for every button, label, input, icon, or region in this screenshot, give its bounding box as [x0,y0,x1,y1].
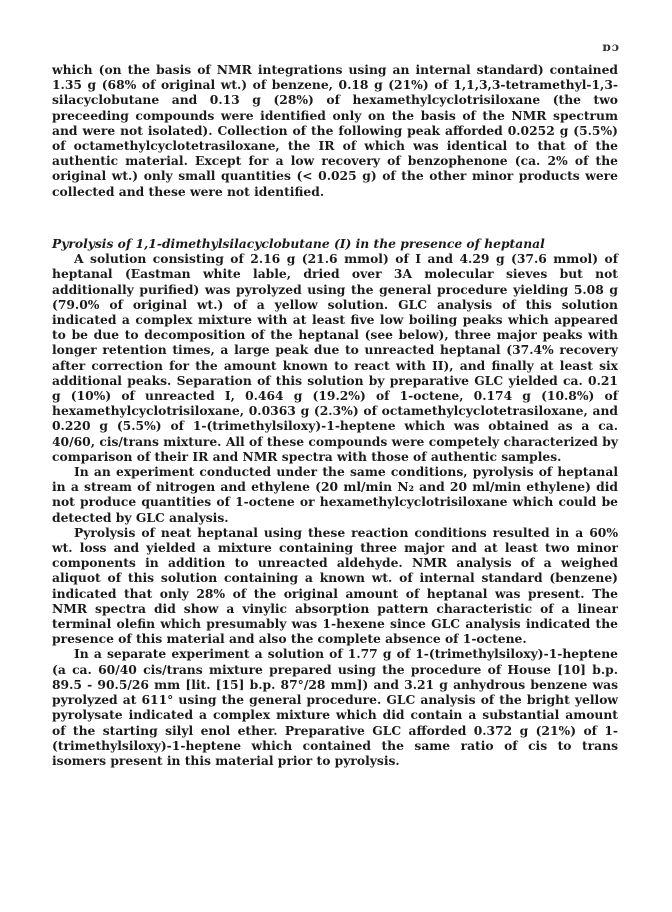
paragraph-silyl-enol-ether: In a separate experiment a solution of 1.77 g of 1-(trimethylsiloxy)-1-heptene (a ca. 60/40 cis/trans mixture prepared using the procedure of House [10] b.p. 89.5 - 90.5/26 mm [lit. [15] b.p. 87°/28 mm]) and 3.21 g anhydrous benzene was pyrolyzed at 611° using the general procedure. GLC analysis of the bright yellow pyrolysate indicated a complex mixture which did contain a substantial amount of the starting silyl enol ether. Preparative GLC afforded 0.372 g (21%) of 1-(trimethylsiloxy)-1-heptene which contained the same ratio of cis to trans isomers present in this material prior to pyrolysis. [52,646,618,768]
page-number: ɒɔ [602,40,620,54]
paragraph-neat-heptanal: Pyrolysis of neat heptanal using these reaction conditions resulted in a 60% wt. loss and yielded a mixture containing three major and at least two minor components in addition to unreacted aldehyde. NMR analysis of a weighed aliquot of this solution containing a known wt. of internal standard (benzene) indicated that only 28% of the original amount of heptanal was present. The NMR spectra did show a vinylic absorption pattern characteristic of a linear terminal olefin which presumably was 1-hexene since GLC analysis indicated the presence of this material and also the complete absence of 1-octene. [52,524,618,647]
section-pyrolysis-heptanal [52,236,618,768]
paragraph-solution: A solution consisting of 2.16 g (21.6 mmol) of I and 4.29 g (37.6 mmol) of heptanal (Eastman white lable, dried over 3A molecular sieves but not additionally purified) was pyrolyzed using the general procedure yielding 5.08 g (79.0% of original wt.) of a yellow solution. GLC analysis of this solution indicated a complex mixture with at least five low boiling peaks which appeared to be due to decomposition of the heptanal (see below), three major peaks with longer retention times, a large peak due to unreacted heptanal (37.4% recovery after correction for the amount known to react with II), and finally at least six additional peaks. Separation of this solution by preparative GLC yielded ca. 0.21 g (10%) of unreacted I, 0.464 g (19.2%) of 1-octene, 0.174 g (10.8%) of hexamethylcyclotrisiloxane, 0.0363 g (2.3%) of octamethylcyclotetrasiloxane, and 0.220 g (5.5%) of 1-(trimethylsiloxy)-1-heptene which was obtained as a ca. 40/60, cis/trans mixture. All of these compounds were competely characterized by comparison of their IR and NMR spectra with those of authentic samples. [52,251,618,464]
paragraph-ethylene-experiment: In an experiment conducted under the same conditions, pyrolysis of heptanal in a stream of nitrogen and ethylene (20 ml/min N₂ and 20 ml/min ethylene) did not produce quantities of 1-octene or hexamethylcyclotrisiloxane which could be detected by GLC analysis. [52,464,618,525]
continuation-paragraph-block [52,62,618,199]
paragraph-continuation: which (on the basis of NMR integrations using an internal standard) contained 1.35 g (68% of original wt.) of benzene, 0.18 g (21%) of 1,1,3,3-tetramethyl-1,3-silacyclobutane and 0.13 g (28%) of hexamethylcyclotrisiloxane (the two preceeding compounds were identified only on the basis of the NMR spectrum and were not isolated). Collection of the following peak afforded 0.0252 g (5.5%) of octamethylcyclotetrasiloxane, the IR of which was identical to that of the authentic material. Except for a low recovery of benzophenone (ca. 2% of the original wt.) only small quantities (< 0.025 g) of the other minor products were collected and these were not identified. [52,62,618,199]
section-heading: Pyrolysis of 1,1-dimethylsilacyclobutane (I) in the presence of heptanal [52,236,545,251]
